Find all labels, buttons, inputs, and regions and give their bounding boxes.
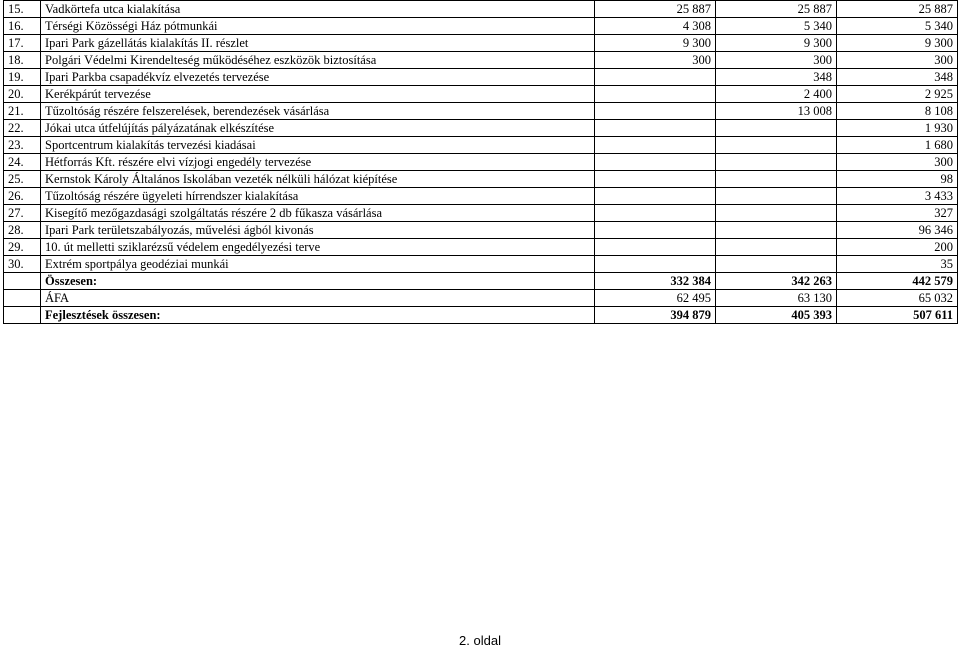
value-col-3: 98 — [837, 171, 958, 188]
value-col-3: 96 346 — [837, 222, 958, 239]
value-col-1 — [595, 137, 716, 154]
value-col-3: 35 — [837, 256, 958, 273]
value-col-3: 8 108 — [837, 103, 958, 120]
value-col-2: 13 008 — [716, 103, 837, 120]
row-number — [4, 307, 41, 324]
table-row — [4, 120, 958, 137]
value-col-2 — [716, 137, 837, 154]
value-col-2 — [716, 171, 837, 188]
value-col-2: 63 130 — [716, 290, 837, 307]
table-row — [4, 86, 958, 103]
row-number: 22. — [4, 120, 41, 137]
value-col-1 — [595, 222, 716, 239]
table-row — [4, 205, 958, 222]
row-number — [4, 290, 41, 307]
table-row — [4, 171, 958, 188]
table-row — [4, 154, 958, 171]
row-description: Ipari Park területszabályozás, művelési ágból kivonás — [41, 222, 595, 239]
table-row — [4, 256, 958, 273]
row-description: Sportcentrum kialakítás tervezési kiadásai — [41, 137, 595, 154]
table-row — [4, 18, 958, 35]
row-description: Ipari Parkba csapadékvíz elvezetés tervezése — [41, 69, 595, 86]
row-number: 19. — [4, 69, 41, 86]
value-col-1: 4 308 — [595, 18, 716, 35]
table-body — [4, 1, 958, 324]
page-number: 2. oldal — [459, 633, 501, 648]
value-col-3: 2 925 — [837, 86, 958, 103]
value-col-1 — [595, 103, 716, 120]
total-row — [4, 273, 958, 290]
value-col-1 — [595, 256, 716, 273]
row-description: Kernstok Károly Általános Iskolában vezeték nélküli hálózat kiépítése — [41, 171, 595, 188]
value-col-3: 25 887 — [837, 1, 958, 18]
row-number: 20. — [4, 86, 41, 103]
value-col-1 — [595, 239, 716, 256]
value-col-2: 342 263 — [716, 273, 837, 290]
value-col-3: 9 300 — [837, 35, 958, 52]
row-description: 10. út melletti sziklarézsű védelem engedélyezési terve — [41, 239, 595, 256]
value-col-1: 332 384 — [595, 273, 716, 290]
row-number: 21. — [4, 103, 41, 120]
value-col-2: 25 887 — [716, 1, 837, 18]
value-col-1 — [595, 86, 716, 103]
row-description: Tűzoltóság részére felszerelések, berendezések vásárlása — [41, 103, 595, 120]
value-col-2 — [716, 239, 837, 256]
value-col-2 — [716, 222, 837, 239]
value-col-1: 9 300 — [595, 35, 716, 52]
total-row — [4, 307, 958, 324]
table-row — [4, 69, 958, 86]
value-col-1 — [595, 205, 716, 222]
row-description: Kerékpárút tervezése — [41, 86, 595, 103]
value-col-1: 62 495 — [595, 290, 716, 307]
development-budget-table — [3, 0, 958, 324]
table-row — [4, 239, 958, 256]
table-row — [4, 137, 958, 154]
value-col-2 — [716, 154, 837, 171]
value-col-2 — [716, 120, 837, 137]
total-row — [4, 290, 958, 307]
row-number: 25. — [4, 171, 41, 188]
table-row — [4, 222, 958, 239]
value-col-3: 507 611 — [837, 307, 958, 324]
value-col-1 — [595, 120, 716, 137]
table-row — [4, 52, 958, 69]
value-col-3: 348 — [837, 69, 958, 86]
value-col-2 — [716, 256, 837, 273]
row-description: Összesen: — [41, 273, 595, 290]
value-col-3: 300 — [837, 154, 958, 171]
row-description: Extrém sportpálya geodéziai munkái — [41, 256, 595, 273]
row-number — [4, 273, 41, 290]
table-row — [4, 188, 958, 205]
value-col-3: 300 — [837, 52, 958, 69]
value-col-1 — [595, 69, 716, 86]
value-col-3: 442 579 — [837, 273, 958, 290]
value-col-3: 327 — [837, 205, 958, 222]
row-description: ÁFA — [41, 290, 595, 307]
row-number: 30. — [4, 256, 41, 273]
value-col-2 — [716, 188, 837, 205]
row-description: Térségi Közösségi Ház pótmunkái — [41, 18, 595, 35]
value-col-1 — [595, 188, 716, 205]
table-row — [4, 35, 958, 52]
row-number: 28. — [4, 222, 41, 239]
row-number: 18. — [4, 52, 41, 69]
row-number: 27. — [4, 205, 41, 222]
value-col-2: 2 400 — [716, 86, 837, 103]
value-col-1 — [595, 171, 716, 188]
value-col-1: 300 — [595, 52, 716, 69]
value-col-2 — [716, 205, 837, 222]
row-description: Tűzoltóság részére ügyeleti hírrendszer kialakítása — [41, 188, 595, 205]
value-col-2: 348 — [716, 69, 837, 86]
value-col-2: 300 — [716, 52, 837, 69]
row-description: Ipari Park gázellátás kialakítás II. részlet — [41, 35, 595, 52]
value-col-3: 5 340 — [837, 18, 958, 35]
value-col-2: 9 300 — [716, 35, 837, 52]
row-number: 29. — [4, 239, 41, 256]
value-col-3: 1 680 — [837, 137, 958, 154]
value-col-2: 5 340 — [716, 18, 837, 35]
value-col-3: 65 032 — [837, 290, 958, 307]
row-number: 26. — [4, 188, 41, 205]
row-description: Fejlesztések összesen: — [41, 307, 595, 324]
value-col-1 — [595, 154, 716, 171]
row-description: Hétforrás Kft. részére elvi vízjogi engedély tervezése — [41, 154, 595, 171]
table-row — [4, 103, 958, 120]
table-row — [4, 1, 958, 18]
row-number: 17. — [4, 35, 41, 52]
value-col-3: 200 — [837, 239, 958, 256]
value-col-1: 25 887 — [595, 1, 716, 18]
row-description: Jókai utca útfelújítás pályázatának elkészítése — [41, 120, 595, 137]
row-description: Vadkörtefa utca kialakítása — [41, 1, 595, 18]
row-number: 24. — [4, 154, 41, 171]
value-col-3: 3 433 — [837, 188, 958, 205]
row-number: 15. — [4, 1, 41, 18]
row-number: 23. — [4, 137, 41, 154]
value-col-1: 394 879 — [595, 307, 716, 324]
value-col-2: 405 393 — [716, 307, 837, 324]
row-description: Polgári Védelmi Kirendelteség működéséhez eszközök biztosítása — [41, 52, 595, 69]
value-col-3: 1 930 — [837, 120, 958, 137]
row-description: Kisegítő mezőgazdasági szolgáltatás részére 2 db fűkasza vásárlása — [41, 205, 595, 222]
row-number: 16. — [4, 18, 41, 35]
